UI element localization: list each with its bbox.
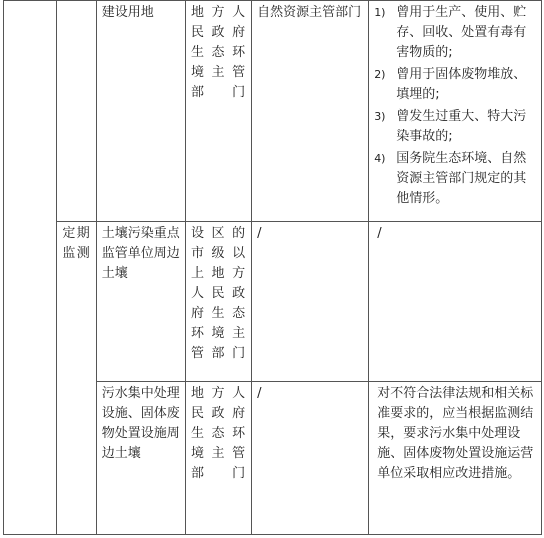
list-item	[374, 107, 536, 147]
authority-text: 地方人民政府生态环境主管部门	[191, 5, 247, 100]
cooperating-text: /	[257, 386, 262, 401]
list-item	[374, 65, 536, 105]
cooperating-text: /	[257, 226, 262, 241]
authority-cell	[186, 1, 252, 222]
list-item	[374, 3, 536, 63]
cooperating-text: 自然资源主管部门	[257, 5, 362, 20]
conditions-cell	[369, 1, 542, 222]
outer-category-cell	[4, 1, 57, 535]
subject-text: 污水集中处理设施、固体废物处置设施周边土壤	[101, 386, 180, 461]
category-text: 定期监测	[62, 226, 91, 261]
subject-cell	[96, 1, 185, 222]
subject-text: 土壤污染重点监管单位周边土壤	[101, 226, 180, 281]
item-text: 国务院生态环境、自然资源主管部门规定的其他情形。	[396, 151, 527, 206]
item-text: 曾用于固体废物堆放、填埋的;	[396, 67, 527, 102]
cooperating-cell	[252, 382, 369, 535]
category-cell	[57, 222, 96, 535]
authority-cell	[186, 382, 252, 535]
conditions-cell	[369, 382, 542, 535]
table-row	[4, 222, 542, 382]
table-row	[4, 1, 542, 222]
item-number: 2)	[374, 68, 386, 81]
item-text: 曾用于生产、使用、贮存、回收、处置有毒有害物质的;	[396, 5, 527, 60]
cooperating-cell	[252, 222, 369, 382]
conditions-text: 对不符合法律法规和相关标准要求的，应当根据监测结果，要求污水集中处理设施、固体废物处置设施运营单位采取相应改进措施。	[377, 386, 534, 481]
authority-text: 设区的市级以上地方人民政府生态环境主管部门	[191, 226, 247, 361]
conditions-cell	[369, 222, 542, 382]
conditions-text: /	[377, 226, 382, 241]
regulation-table	[3, 0, 542, 535]
item-number: 4)	[374, 152, 386, 165]
conditions-list	[374, 3, 536, 209]
item-number: 1)	[374, 6, 386, 19]
list-item	[374, 149, 536, 209]
cooperating-cell	[252, 1, 369, 222]
authority-cell	[186, 222, 252, 382]
subject-cell	[96, 222, 185, 382]
item-text: 曾发生过重大、特大污染事故的;	[396, 109, 527, 144]
subject-cell	[96, 382, 185, 535]
category-cell	[57, 1, 96, 222]
subject-text: 建设用地	[101, 5, 154, 20]
authority-text: 地方人民政府生态环境主管部门	[191, 386, 247, 481]
item-number: 3)	[374, 110, 386, 123]
